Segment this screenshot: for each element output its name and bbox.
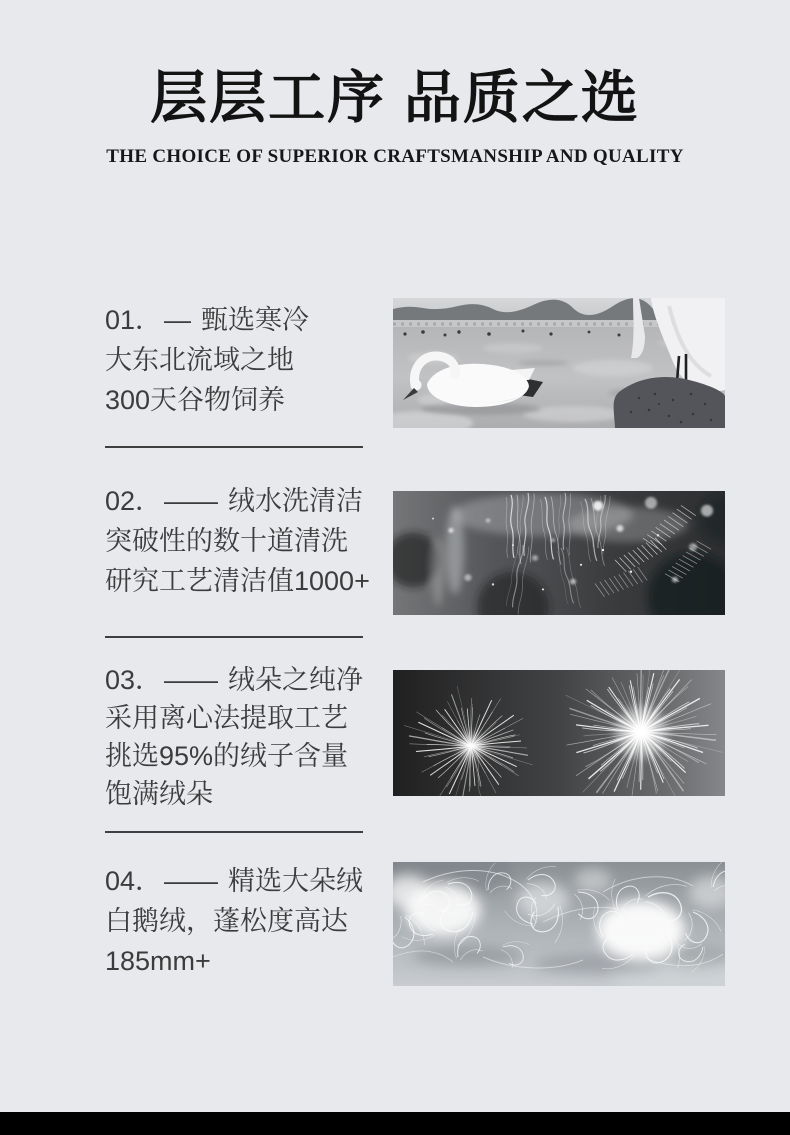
section-line: 研究工艺清洁值1000+ [105, 566, 370, 596]
section-number: 04． [105, 866, 163, 896]
section-dash: —— [164, 665, 219, 695]
section-line: 采用离心法提取工艺 [105, 703, 348, 733]
section-number: 02． [105, 486, 163, 516]
section-line: 300天谷物饲养 [105, 385, 286, 415]
section-dash: —— [164, 486, 219, 516]
page-title: 层层工序 品质之选 [150, 66, 640, 130]
bottom-bar [0, 1112, 790, 1135]
section-01-heading [105, 300, 385, 340]
page-subtitle: THE CHOICE OF SUPERIOR CRAFTSMANSHIP AND QUALITY [106, 146, 684, 167]
section-title: 绒水洗清洁 [228, 486, 364, 516]
section-02-heading [105, 481, 385, 521]
section-line: 白鹅绒，蓬松度高达 [105, 906, 348, 936]
swan-photo-art [393, 298, 725, 428]
down-washing-closeup-photo [393, 491, 725, 615]
section-04-heading [105, 861, 385, 901]
section-line: 挑选95%的绒子含量 [105, 741, 349, 771]
section-01-text [105, 300, 385, 420]
fluffy-goose-down-photo [393, 862, 725, 986]
section-title: 绒朵之纯净 [228, 665, 364, 695]
section-title: 精选大朵绒 [228, 866, 364, 896]
section-number: 03． [105, 665, 163, 695]
section-02-text [105, 481, 385, 601]
section-dash: —— [164, 866, 219, 896]
section-line: 突破性的数十道清洗 [105, 526, 348, 556]
section-04-text [105, 861, 385, 981]
section-line: 大东北流域之地 [105, 345, 294, 375]
section-03-text [105, 661, 385, 813]
clusters-photo-art [393, 670, 725, 796]
section-number: 01． [105, 305, 163, 335]
goose-down-photo-art [393, 862, 725, 986]
section-divider [105, 446, 363, 448]
swan-on-frozen-lake-photo [393, 298, 725, 428]
section-line: 185mm+ [105, 946, 211, 976]
washing-photo-art [393, 491, 725, 615]
section-title: 甄选寒冷 [201, 305, 310, 335]
section-line: 饱满绒朵 [105, 779, 213, 809]
section-divider [105, 831, 363, 833]
down-clusters-photo [393, 670, 725, 796]
section-divider [105, 636, 363, 638]
section-dash: — [164, 305, 192, 335]
section-03-heading [105, 661, 385, 699]
